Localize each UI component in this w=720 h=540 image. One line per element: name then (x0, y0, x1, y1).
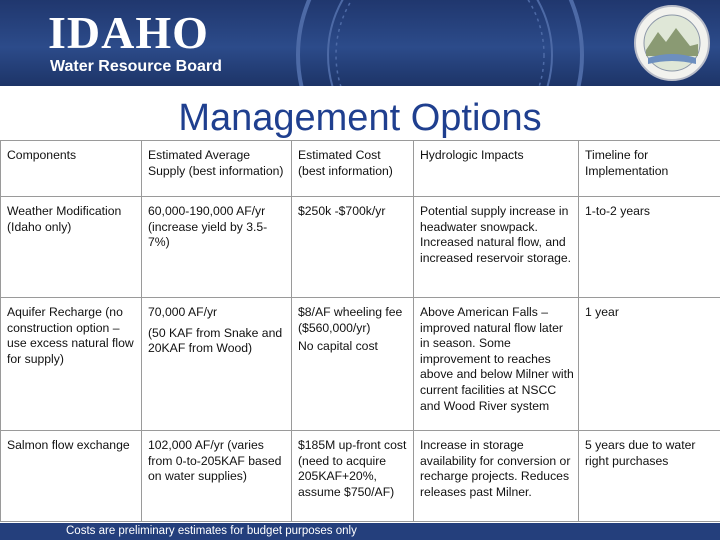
logo-idaho-wordmark: IDAHO (48, 7, 209, 58)
table-header-row (1, 141, 720, 197)
table-row (1, 298, 720, 431)
column-header-timeline: Timeline for Implementation (579, 141, 720, 197)
supply-value: 70,000 AF/yr (148, 305, 218, 319)
cell-timeline: 5 years due to water right purchases (579, 431, 720, 522)
cell-supply (142, 298, 292, 431)
cell-component: Weather Modification (Idaho only) (1, 197, 142, 298)
management-options-table (0, 140, 720, 522)
column-header-components: Components (1, 141, 142, 197)
column-header-cost: Estimated Cost (best information) (292, 141, 414, 197)
table-row (1, 431, 720, 522)
header-banner (0, 0, 720, 86)
column-header-supply: Estimated Average Supply (best information) (142, 141, 292, 197)
cell-component: Salmon flow exchange (1, 431, 142, 522)
cell-timeline: 1-to-2 years (579, 197, 720, 298)
cell-supply: 60,000-190,000 AF/yr (increase yield by 3.5-7%) (142, 197, 292, 298)
water-board-emblem-icon (632, 4, 712, 82)
footer-bar (0, 523, 720, 540)
cell-timeline: 1 year (579, 298, 720, 431)
cell-cost: $250k -$700k/yr (292, 197, 414, 298)
column-header-impacts: Hydrologic Impacts (414, 141, 579, 197)
cell-component: Aquifer Recharge (no construction option – use excess natural flow for supply) (1, 298, 142, 431)
table-row (1, 197, 720, 298)
cost-note: No capital cost (298, 339, 378, 354)
cell-supply: 102,000 AF/yr (varies from 0-to-205KAF based on water supplies) (142, 431, 292, 522)
cost-value: $8/AF wheeling fee ($560,000/yr) (298, 305, 403, 335)
cell-impacts: Potential supply increase in headwater snowpack. Increased natural flow, and increased reservoir storage. (414, 197, 579, 298)
cell-impacts: Increase in storage availability for conversion or recharge projects. Reduces releases past Milner. (414, 431, 579, 522)
cell-cost: $185M up-front cost (need to acquire 205KAF+20%, assume $750/AF) (292, 431, 414, 522)
supply-note: (50 KAF from Snake and 20KAF from Wood) (148, 325, 283, 356)
page-title: Management Options (178, 97, 542, 139)
state-seal-watermark-icon (290, 0, 590, 86)
cell-cost (292, 298, 414, 431)
cell-impacts: Above American Falls – improved natural flow later in season. Some improvement to reaches above and below Milner with current facilities at NSCC and Wood River system (414, 298, 579, 431)
footer-note: Costs are preliminary estimates for budget purposes only (66, 525, 357, 537)
logo-subtitle: Water Resource Board (50, 58, 222, 75)
